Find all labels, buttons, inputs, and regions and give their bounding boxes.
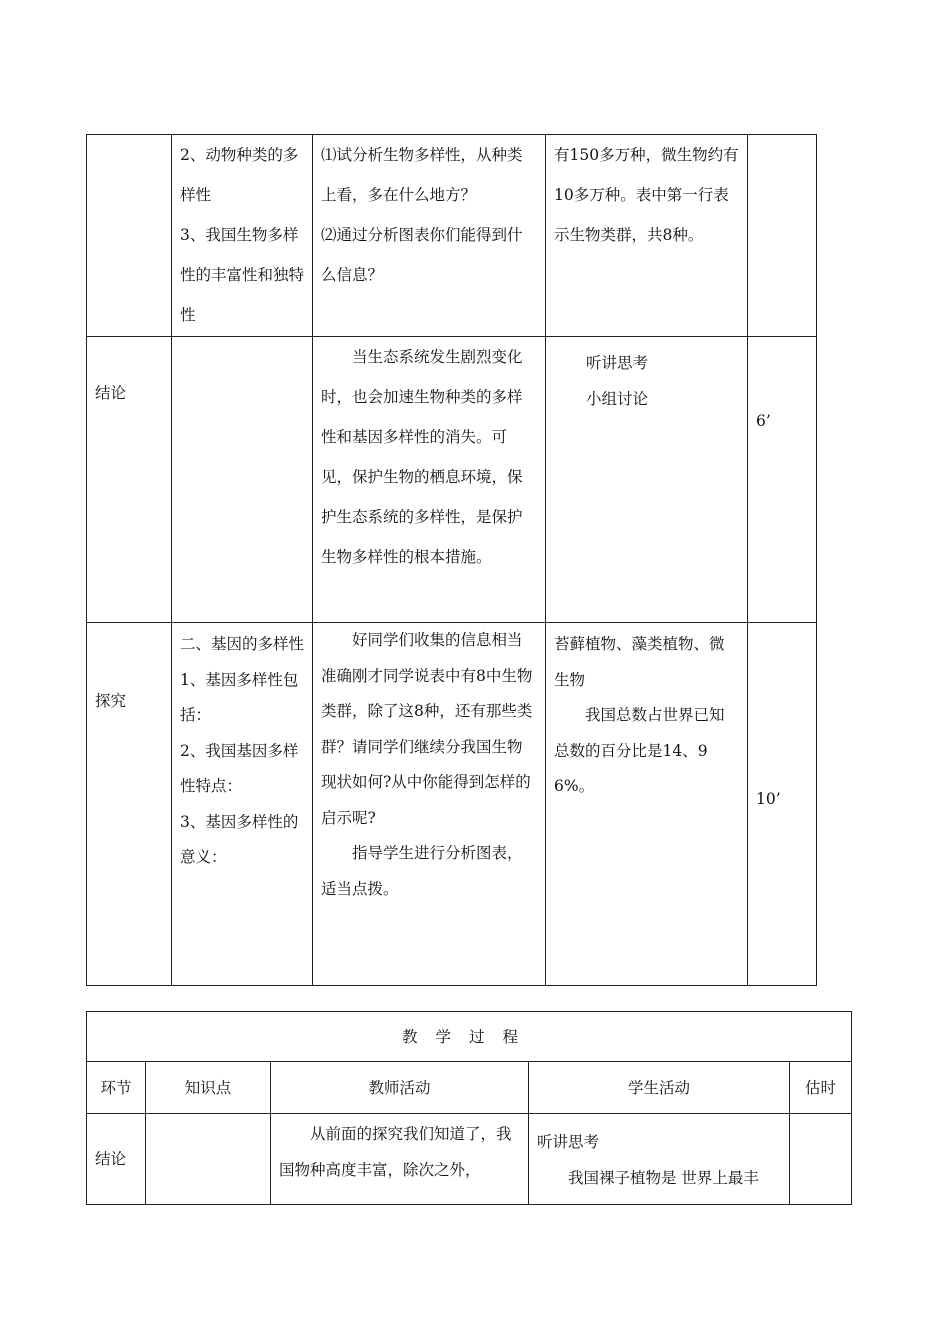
- knowledge-item: 3、基因多样性的意义：: [180, 812, 299, 866]
- time-cell: [790, 1114, 852, 1205]
- knowledge-cell: [146, 1114, 271, 1205]
- teacher-activity-text: ⑴试分析生物多样性，从种类上看，多在什么地方？: [321, 146, 523, 204]
- student-activity-cell: [546, 337, 748, 623]
- student-activity-cell: [546, 623, 748, 986]
- teacher-activity-text: 当生态系统发生剧烈变化时，也会加速生物种类的多样性和基因多样性的消失。可见，保护生物的栖息环境，保护生态系统的多样性，是保护生物多样性的根本措施。: [321, 348, 523, 566]
- student-activity-text: 听讲思考: [586, 354, 649, 372]
- knowledge-item: 2、动物种类的多样性: [180, 146, 299, 204]
- section-cell: [87, 135, 172, 337]
- knowledge-item: 3、我国生物多样性的丰富性和独特性: [180, 226, 305, 324]
- teacher-activity-text: ⑵通过分析图表你们能得到什么信息？: [321, 226, 523, 284]
- teacher-activity-text: 从前面的探究我们知道了，我国物种高度丰富，除次之外，: [279, 1125, 512, 1179]
- column-header: 学生活动: [529, 1062, 790, 1114]
- student-activity-text: 有150多万种，微生物约有10多万种。表中第一行表示生物类群，共8种。: [554, 146, 739, 244]
- student-activity-text: 我国裸子植物是 世界上最丰: [568, 1169, 759, 1187]
- table-row: [87, 623, 817, 986]
- student-activity-cell: [546, 135, 748, 337]
- section-cell: 结论: [87, 1114, 146, 1205]
- knowledge-item: 二、基因的多样性: [180, 635, 305, 653]
- column-header: 知识点: [146, 1062, 271, 1114]
- student-activity-text: 苔藓植物、藻类植物、微生物: [554, 635, 725, 689]
- student-activity-text: 听讲思考: [537, 1133, 600, 1151]
- teacher-activity-cell: [271, 1114, 529, 1205]
- table-row: [87, 135, 817, 337]
- time-cell: 10’: [748, 623, 817, 986]
- student-activity-text: 我国总数占世界已知总数的百分比是14、96%。: [554, 706, 725, 795]
- teacher-activity-cell: [313, 135, 546, 337]
- teacher-activity-cell: [313, 623, 546, 986]
- knowledge-cell: [172, 623, 313, 986]
- time-cell: [748, 135, 817, 337]
- knowledge-item: 1、基因多样性包括：: [180, 670, 299, 724]
- student-activity-text: 小组讨论: [586, 390, 649, 408]
- table-row: [87, 337, 817, 623]
- teaching-process-table: [86, 1011, 852, 1205]
- column-header: 估时: [790, 1062, 852, 1114]
- table-title: 教学过程: [87, 1012, 852, 1062]
- knowledge-cell: [172, 337, 313, 623]
- teacher-activity-text: 好同学们收集的信息相当准确刚才同学说表中有8中生物类群，除了这8种，还有那些类群？请同学们继续分我国生物现状如何?从中你能得到怎样的启示呢?: [321, 631, 533, 827]
- section-cell: 探究: [87, 623, 172, 986]
- knowledge-cell: [172, 135, 313, 337]
- table-title-row: [87, 1012, 852, 1062]
- table-header-row: [87, 1062, 852, 1114]
- table-row: [87, 1114, 852, 1205]
- time-cell: 6’: [748, 337, 817, 623]
- knowledge-item: 2、我国基因多样性特点：: [180, 741, 299, 795]
- column-header: 教师活动: [271, 1062, 529, 1114]
- teacher-activity-text: 指导学生进行分析图表，适当点拨。: [321, 844, 523, 898]
- column-header: 环节: [87, 1062, 146, 1114]
- student-activity-cell: [529, 1114, 790, 1205]
- teacher-activity-cell: [313, 337, 546, 623]
- section-cell: 结论: [87, 337, 172, 623]
- teaching-table-continued: [86, 134, 817, 986]
